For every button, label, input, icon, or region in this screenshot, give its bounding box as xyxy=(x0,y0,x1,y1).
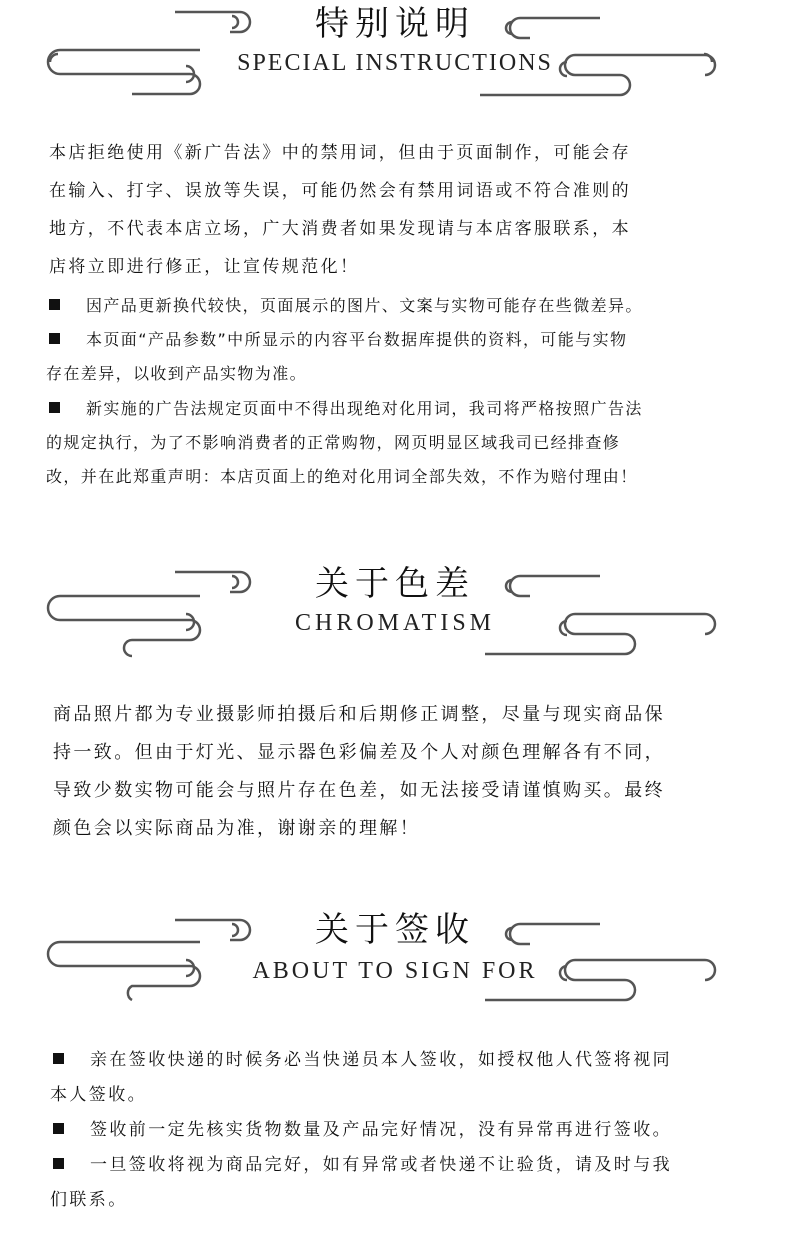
chromatism-header xyxy=(0,558,790,658)
list-item-text: 们联系。 xyxy=(50,1190,128,1210)
square-bullet-icon xyxy=(49,402,60,413)
section-title-en: CHROMATISM xyxy=(294,610,496,636)
list-item xyxy=(53,1115,672,1140)
list-item xyxy=(53,1045,672,1070)
list-item-text: 改，并在此郑重声明：本店页面上的绝对化用词全部失效，不作为赔付理由！ xyxy=(46,467,638,486)
list-item xyxy=(49,293,643,316)
section-title-cn: 关于色差 xyxy=(315,564,475,604)
section-title-cn: 关于签收 xyxy=(315,910,475,950)
square-bullet-icon xyxy=(49,299,60,310)
text-line: 店将立即进行修正，让宣传规范化！ xyxy=(49,257,360,277)
text-line: 本店拒绝使用《新广告法》中的禁用词，但由于页面制作，可能会存 xyxy=(49,143,631,163)
special-instructions-header xyxy=(0,0,790,100)
list-item-text: 本人签收。 xyxy=(50,1085,147,1105)
list-item-text: 亲在签收快递的时候务必当快递员本人签收，如授权他人代签将视同 xyxy=(90,1050,672,1070)
list-item xyxy=(49,396,643,419)
list-item-text: 因产品更新换代较快，页面展示的图片、文案与实物可能存在些微差异。 xyxy=(86,296,643,315)
list-item xyxy=(49,327,627,350)
list-item-text: 存在差异，以收到产品实物为准。 xyxy=(46,364,308,383)
list-item-text: 本页面“产品参数”中所显示的内容平台数据库提供的资料，可能与实物 xyxy=(86,330,628,349)
section-title-en: SPECIAL INSTRUCTIONS xyxy=(237,50,553,76)
section-title-cn: 特别说明 xyxy=(315,4,475,44)
list-item-text: 新实施的广告法规定页面中不得出现绝对化用词，我司将严格按照广告法 xyxy=(86,399,643,418)
text-line: 持一致。但由于灯光、显示器色彩偏差及个人对颜色理解各有不同， xyxy=(53,742,665,763)
text-line: 在输入、打字、误放等失误，可能仍然会有禁用词语或不符合准则的 xyxy=(49,181,631,201)
text-line: 地方，不代表本店立场，广大消费者如果发现请与本店客服联系，本 xyxy=(49,219,631,239)
square-bullet-icon xyxy=(53,1158,64,1169)
list-item-text: 的规定执行，为了不影响消费者的正常购物，网页明显区域我司已经排查修 xyxy=(46,433,621,452)
text-line: 商品照片都为专业摄影师拍摄后和后期修正调整，尽量与现实商品保 xyxy=(53,704,665,725)
text-line: 导致少数实物可能会与照片存在色差，如无法接受请谨慎购买。最终 xyxy=(53,780,665,801)
text-line: 颜色会以实际商品为准，谢谢亲的理解！ xyxy=(53,818,421,839)
square-bullet-icon xyxy=(53,1123,64,1134)
list-item-text: 一旦签收将视为商品完好，如有异常或者快递不让验货，请及时与我 xyxy=(90,1155,672,1175)
list-item xyxy=(53,1150,672,1175)
section-title-en: ABOUT TO SIGN FOR xyxy=(252,958,538,984)
list-item-text: 签收前一定先核实货物数量及产品完好情况，没有异常再进行签收。 xyxy=(90,1120,672,1140)
square-bullet-icon xyxy=(49,333,60,344)
square-bullet-icon xyxy=(53,1053,64,1064)
sign-for-header xyxy=(0,902,790,1002)
